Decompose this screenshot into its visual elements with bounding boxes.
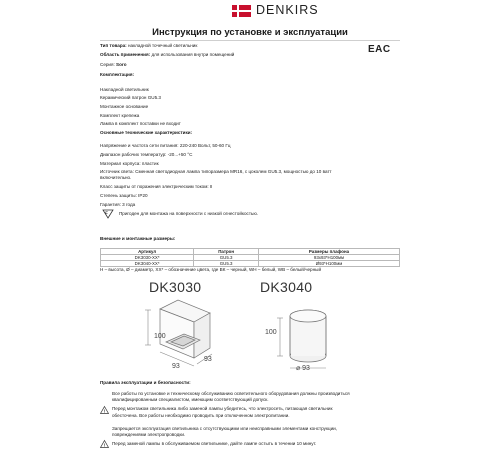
page-title: Инструкция по установке и эксплуатации bbox=[152, 27, 348, 38]
flammable-note: Пригоден для монтажа на поверхности с низкой огнестойкостью. bbox=[119, 211, 259, 216]
spec-item: Диапазон рабочих температур: -20...+50 °C bbox=[100, 152, 193, 157]
brand-logo: DENKIRS bbox=[256, 3, 319, 17]
dimensions-legend: Н – высота, Ø – диаметр, ХХ* – обозначение цвета, где ВК – черный, WH – белый, WB – белый/черный bbox=[100, 267, 322, 272]
product-type-value: накладной точечный светильник bbox=[128, 43, 198, 48]
series-value: Soro bbox=[116, 62, 127, 67]
table-cell: DK3040-XX* bbox=[101, 261, 194, 267]
eac-mark-icon: EAC bbox=[368, 44, 391, 55]
right-height-dimension: 100 bbox=[265, 329, 277, 336]
spec-item: Гарантия: 3 года bbox=[100, 202, 136, 207]
application-value: для использования внутри помещений bbox=[151, 52, 235, 57]
column-header: Патрон bbox=[194, 249, 259, 255]
kit-item: Накладной светильник bbox=[100, 87, 149, 92]
svg-text:!: ! bbox=[103, 442, 106, 448]
safety-text: Перед монтажом светильника либо заменой лампы убедитесь, что электросеть, питающая светильник bbox=[112, 406, 333, 411]
left-height-dimension: 100 bbox=[154, 333, 166, 340]
left-model-label: DK3030 bbox=[149, 279, 202, 295]
safety-text: квалифицированным специалистом, имеющим соответствующий допуск. bbox=[112, 397, 269, 402]
table-cell: GU5.3 bbox=[194, 255, 259, 261]
svg-text:!: ! bbox=[103, 408, 106, 414]
table-cell: 93х93*Н100мм bbox=[258, 255, 399, 261]
right-model-label: DK3040 bbox=[260, 279, 313, 295]
left-depth-dimension: 93 bbox=[204, 356, 212, 363]
spec-item: Источник света: Сменная светодиодная лампа типоразмера MR16, с цоколем GU5.3, мощностью до 10 ватт bbox=[100, 169, 332, 174]
dimensions-heading: Внешние и монтажные размеры: bbox=[100, 236, 176, 241]
safety-text: повреждениями электропроводки. bbox=[112, 432, 186, 437]
column-header: Артикул bbox=[101, 249, 194, 255]
safety-text: Перед заменой лампы в обслуживаемом светильнике, дайте лампе остыть в течении 10 минут. bbox=[112, 441, 317, 446]
kit-item: Монтажное основание bbox=[100, 104, 149, 109]
right-diameter-dimension: ⌀ 93 bbox=[296, 365, 310, 372]
table-cell: GU5.3 bbox=[194, 261, 259, 267]
kit-heading: Комплектация: bbox=[100, 72, 135, 77]
column-header: Размеры плафона bbox=[258, 249, 399, 255]
table-cell: DK3030-XX* bbox=[101, 255, 194, 261]
product-type-label: Тип товара: bbox=[100, 43, 127, 48]
spec-item: Степень защиты: IP20 bbox=[100, 193, 148, 198]
svg-text:F: F bbox=[105, 210, 108, 216]
table-cell: Ø93*Н100мм bbox=[258, 261, 399, 267]
safety-text: обесточена. Все работы необходимо проводить при отключенном электропитании. bbox=[112, 413, 290, 418]
left-width-dimension: 93 bbox=[172, 363, 180, 370]
kit-item: Керамический патрон GU5.3 bbox=[100, 95, 161, 100]
warning-icon bbox=[100, 406, 109, 414]
kit-item: Лампа в комплект поставки не входит bbox=[100, 121, 181, 126]
spec-item: Материал корпуса: пластик bbox=[100, 161, 159, 166]
safety-text: Все работы по установке и техническому обслуживанию осветительного оборудования должны производиться bbox=[112, 391, 350, 396]
safety-heading: Правила эксплуатации и безопасности: bbox=[100, 380, 191, 385]
series-label: Серия: bbox=[100, 62, 115, 67]
safety-text: Запрещается эксплуатация светильника с отсутствующими или неисправными элементами конструкции, bbox=[112, 426, 338, 431]
kit-item: Комплект крепежа bbox=[100, 113, 140, 118]
specs-heading: Основные технические характеристики: bbox=[100, 130, 193, 135]
warning-icon bbox=[100, 440, 109, 448]
spec-item: Класс защиты от поражения электрическим током: II bbox=[100, 184, 213, 189]
application-label: Область применения: bbox=[100, 52, 151, 57]
spec-item: Напряжение и частота сети питания: 220-240 Вольт, 50-60 Гц bbox=[100, 143, 231, 148]
spec-item: включительно. bbox=[100, 175, 132, 180]
